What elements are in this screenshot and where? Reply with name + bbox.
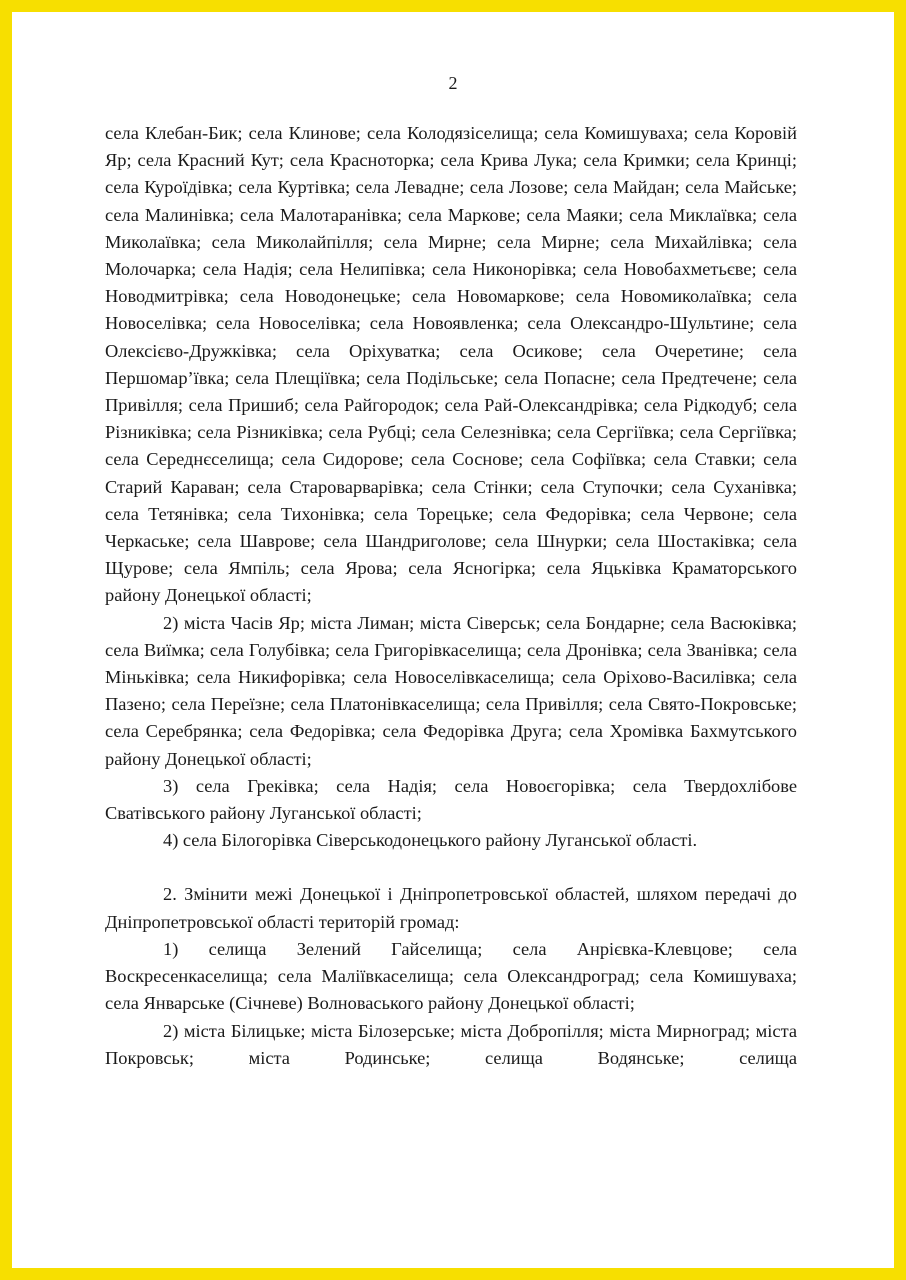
paragraph-village-list-kramatorsk: села Клебан-Бик; села Клинове; села Колодязіселища; села Комишуваха; села Коровій Яр; села Красний Кут; села Красноторка; села Крива Лука; села Кримки; села Кринці; села Куроїдівка; села Куртівка; села Левадне; села Лозове; села Майдан; села Майське; села Малинівка; села Малотаранівка; села Маркове; села Маяки; села Миклаївка; села Миколаївка; села Миколайпілля; села Мирне; села Мирне; села Михайлівка; села Молочарка; села Надія; села Нелипівка; села Никонорівка; села Новобахметьєве; села Новодмитрівка; села Новодонецьке; села Новомаркове; села Новомиколаївка; села Новоселівка; села Новоселівка; села Новоявленка; села Олександро-Шультине; села Олексієво-Дружківка; села Оріхуватка; села Осикове; села Очеретине; села Першомар’ївка; села Плещіївка; села Подільське; села Попасне; села Предтечене; села Привілля; села Пришиб; села Райгородок; села Рай-Олександрівка; села Рідкодуб; села Різниківка; села Різниківка; села Рубці; села Селезнівка; села Сергіївка; села Сергіївка; села Середнєселища; села Сидорове; села Соснове; села Софіївка; села Ставки; села Старий Караван; села Староварварівка; села Стінки; села Ступочки; села Суханівка; села Тетянівка; села Тихонівка; села Торецьке; села Федорівка; села Червоне; села Черкаське; села Шаврове; села Шандриголове; села Шнурки; села Шостаківка; села Щурове; села Ямпіль; села Ярова; села Ясногірка; села Яцьківка Краматорського району Донецької області;	[105, 123, 797, 606]
paragraph-section-2-item-2: 2) міста Білицьке; міста Білозерське; міста Добропілля; міста Мирноград; міста Покровськ; міста Родинське; селища Водянське; селища	[105, 1020, 797, 1068]
paragraph-section-2-item-1: 1) селища Зелений Гайселища; села Анрієвка-Клевцове; села Воскресенкаселища; села Маліївкаселища; села Олександроград; села Комишуваха; села Январське (Січневе) Волноваського району Донецької області;	[105, 938, 797, 1014]
paragraph-item-2-bakhmut: 2) міста Часів Яр; міста Лиман; міста Сіверськ; села Бондарне; села Васюківка; села Виїмка; села Голубівка; села Григорівкаселища; села Дронівка; села Званівка; села Міньківка; села Никифорівка; села Новоселівкаселища; села Оріхово-Василівка; села Пазено; села Переїзне; села Платонівкаселища; села Привілля; села Свято-Покровське; села Серебрянка; села Федорівка; села Федорівка Друга; села Хромівка Бахмутського району Донецької області;	[105, 612, 797, 769]
paragraph-section-2-heading: 2. Змінити межі Донецької і Дніпропетровської областей, шляхом передачі до Дніпропетровської області територій громад:	[105, 884, 797, 932]
page-number: 2	[448, 73, 458, 93]
section-gap	[105, 854, 797, 881]
paragraph-item-4-sievierodonetsk: 4) села Білогорівка Сіверськодонецького району Луганської області.	[163, 830, 698, 851]
paragraph-item-3-svatove: 3) села Греківка; села Надія; села Новоєгорівка; села Твердохлібове Сватівського району Луганської області;	[105, 775, 797, 824]
document-body	[105, 120, 797, 1072]
